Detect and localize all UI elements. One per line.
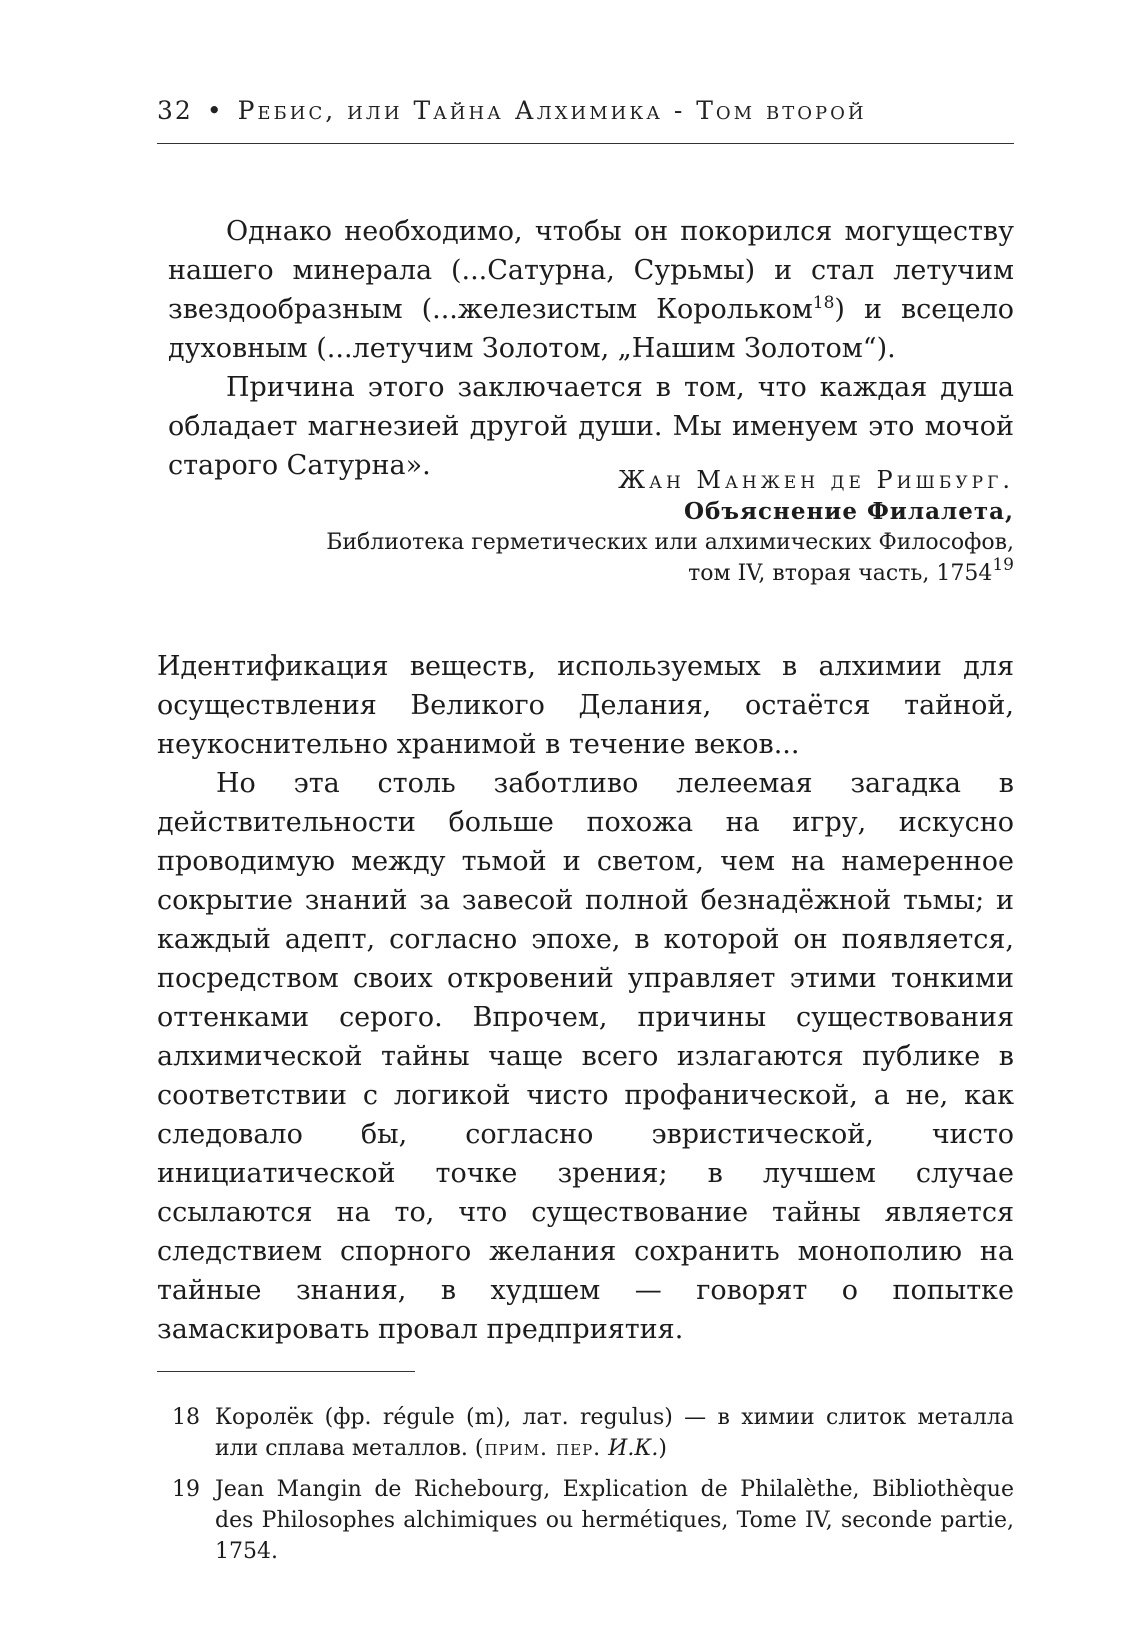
body-paragraph: Но эта столь заботливо лелеемая загадка в действительности больше похожа на игру, искусно проводимую между тьмой и светом, чем на намеренное сокрытие знаний за завесой полной безнадёжной тьмы; и каждый адепт, согласно эпохе, в которой он появляется, посредством своих откровений управляет этими тонкими оттенками серого. Впрочем, причины существования алхимической тайны чаще всего излагаются публике в соответствии с логикой чисто профанической, а не, как следовало бы, согласно эвристической, чисто инициатической точке зрения; в лучшем случае ссылаются на то, что существование тайны является следствием спорного желания сохранить монополию на тайные знания, в худшем — говорят о попытке замаскировать провал предприятия. (157, 768, 1014, 1345)
running-header (157, 96, 1014, 125)
attribution-volume: том IV, вторая часть, 1754$^{19}$ (688, 555, 1014, 586)
header-rule (157, 143, 1014, 144)
footnote-number: 18 (172, 1405, 200, 1430)
footnote-number: 19 (172, 1477, 200, 1502)
attribution-author: Жан Манжен де Ришбург. (618, 466, 1014, 494)
footnote-rule (157, 1371, 415, 1372)
attribution-work: Объяснение Филалета, (683, 498, 1014, 525)
epigraph-paragraph: Однако необходимо, чтобы он покорился могуществу нашего минерала (...Сатурна, Сурьмы) и стал летучим звездообразным (...железистым Корольком$^{18}$) и всецело духовным (...летучим Золотом, „Нашим Золотом“). (168, 216, 1014, 364)
footnote-text: Королёк (фр. régule (m), лат. regulus) — в химии слиток металла или сплава металлов. (прим. пер. И.К.) (215, 1405, 1014, 1461)
epigraph (168, 212, 1014, 485)
body-paragraph: Идентификация веществ, используемых в алхимии для осуществления Великого Делания, остаётся тайной, неукоснительно хранимой в течение веков... (157, 651, 1014, 760)
footnote-ref-19[interactable]: 19 (992, 555, 1014, 575)
page-number: 32 (157, 96, 193, 125)
attribution-source: Библиотека герметических или алхимических Философов, (326, 530, 1014, 555)
footnote-ref-18[interactable]: 18 (812, 293, 835, 313)
footnote-19 (157, 1474, 1014, 1567)
header-separator: • (206, 96, 224, 125)
footnote-18 (157, 1402, 1014, 1464)
epigraph-attribution (300, 465, 1014, 589)
footnotes (157, 1402, 1014, 1577)
epigraph-paragraph: Причина этого заключается в том, что каждая душа обладает магнезией другой души. Мы именуем это мочой старого Сатурна». (168, 372, 1014, 481)
footnote-text: Jean Mangin de Richebourg, Explication de Philalèthe, Bibliothèque des Philosophes alchimiques ou hermétiques, Tome IV, seconde partie, 1754. (215, 1477, 1014, 1564)
book-title: Ребис, или Тайна Алхимика - Том второй (237, 96, 867, 125)
main-text (157, 647, 1014, 1349)
